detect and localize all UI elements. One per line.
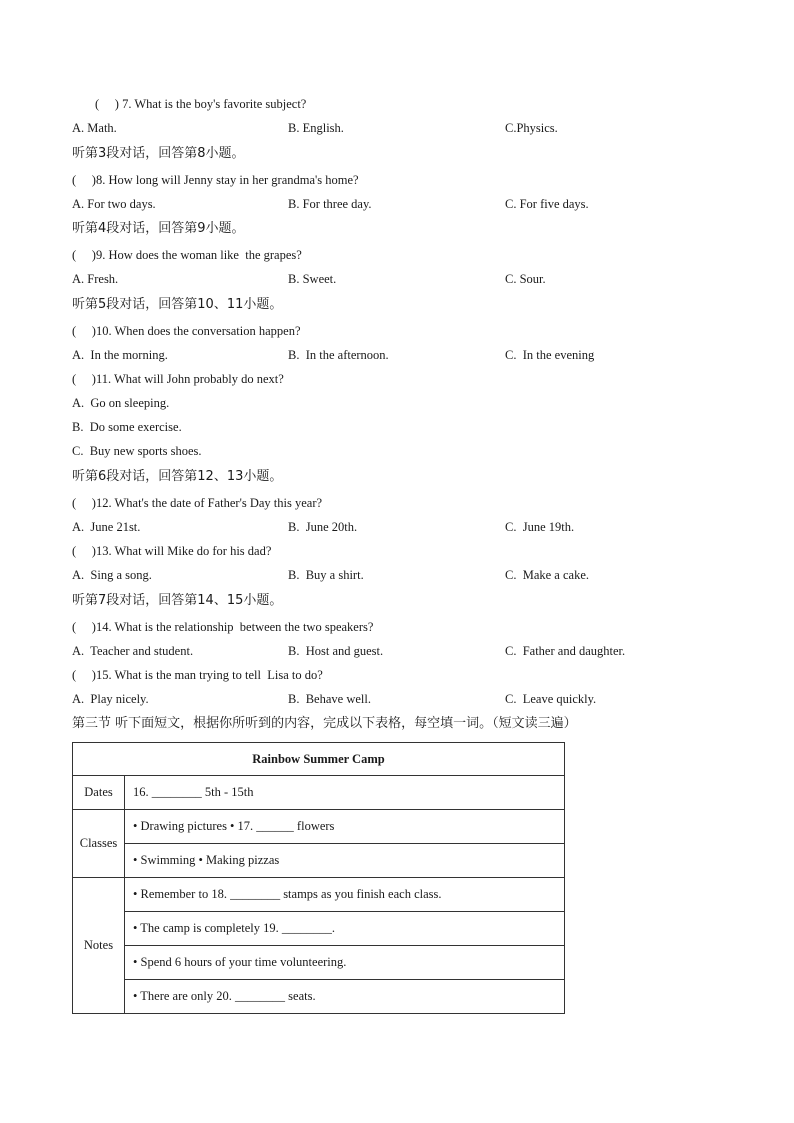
- classes-row-1: • Drawing pictures • 17. ______ flowers: [125, 810, 565, 844]
- section-7-instruction: 听第7段对话，回答第14、15小题。: [72, 593, 283, 608]
- section-5-instruction: 听第5段对话，回答第10、11小题。: [72, 297, 283, 312]
- question-8-option-a: A. For two days.: [72, 197, 156, 211]
- question-8-option-c: C. For five days.: [505, 197, 589, 211]
- question-15-option-b: B. Behave well.: [288, 692, 371, 706]
- question-11-option-b: B. Do some exercise.: [72, 420, 182, 434]
- question-12-option-c: C. June 19th.: [505, 520, 575, 534]
- question-10-option-a: A. In the morning.: [72, 348, 168, 362]
- notes-row-4: • There are only 20. ________ seats.: [125, 980, 565, 1014]
- question-13-option-b: B. Buy a shirt.: [288, 568, 364, 582]
- question-15-stem: ( )15. What is the man trying to tell Lisa to do?: [72, 668, 323, 682]
- classes-label: Classes: [73, 810, 125, 878]
- question-14-stem: ( )14. What is the relationship between the two speakers?: [72, 620, 374, 634]
- notes-label: Notes: [73, 878, 125, 1014]
- table-title: Rainbow Summer Camp: [73, 743, 565, 776]
- notes-row-2: • The camp is completely 19. ________.: [125, 912, 565, 946]
- question-11-option-c: C. Buy new sports shoes.: [72, 444, 202, 458]
- question-14-option-c: C. Father and daughter.: [505, 644, 626, 658]
- question-15-option-a: A. Play nicely.: [72, 692, 149, 706]
- notes-row-3: • Spend 6 hours of your time volunteering.: [125, 946, 565, 980]
- section-4-instruction: 听第4段对话，回答第9小题。: [72, 221, 245, 236]
- question-11-stem: ( )11. What will John probably do next?: [72, 372, 284, 386]
- section-3-instruction: 听第3段对话，回答第8小题。: [72, 146, 245, 161]
- question-13-option-c: C. Make a cake.: [505, 568, 589, 582]
- section-6-instruction: 听第6段对话，回答第12、13小题。: [72, 469, 283, 484]
- question-15-option-c: C. Leave quickly.: [505, 692, 597, 706]
- question-9-option-b: B. Sweet.: [288, 272, 337, 286]
- summer-camp-table: [72, 742, 565, 1014]
- question-8-stem: ( )8. How long will Jenny stay in her grandma's home?: [72, 173, 359, 187]
- question-13-stem: ( )13. What will Mike do for his dad?: [72, 544, 272, 558]
- question-7-option-b: B. English.: [288, 121, 344, 135]
- question-11-option-a: A. Go on sleeping.: [72, 396, 170, 410]
- question-13-option-a: A. Sing a song.: [72, 568, 152, 582]
- question-10-stem: ( )10. When does the conversation happen?: [72, 324, 301, 338]
- question-8-option-b: B. For three day.: [288, 197, 372, 211]
- question-14-option-b: B. Host and guest.: [288, 644, 384, 658]
- dates-value: 16. ________ 5th - 15th: [125, 776, 565, 810]
- question-7-option-a: A. Math.: [72, 121, 117, 135]
- question-7-stem: ( ) 7. What is the boy's favorite subject?: [95, 97, 307, 111]
- question-10-option-b: B. In the afternoon.: [288, 348, 389, 362]
- question-12-option-a: A. June 21st.: [72, 520, 141, 534]
- classes-row-2: • Swimming • Making pizzas: [125, 844, 565, 878]
- part-3-instruction: 第三节 听下面短文，根据你所听到的内容，完成以下表格，每空填一词。（短文读三遍）: [72, 716, 577, 731]
- notes-row-1: • Remember to 18. ________ stamps as you finish each class.: [125, 878, 565, 912]
- dates-label: Dates: [73, 776, 125, 810]
- question-9-option-c: C. Sour.: [505, 272, 546, 286]
- question-10-option-c: C. In the evening: [505, 348, 595, 362]
- question-9-option-a: A. Fresh.: [72, 272, 119, 286]
- question-7-option-c: C.Physics.: [505, 121, 558, 135]
- question-12-option-b: B. June 20th.: [288, 520, 358, 534]
- question-12-stem: ( )12. What's the date of Father's Day this year?: [72, 496, 323, 510]
- question-9-stem: ( )9. How does the woman like the grapes?: [72, 248, 302, 262]
- question-14-option-a: A. Teacher and student.: [72, 644, 194, 658]
